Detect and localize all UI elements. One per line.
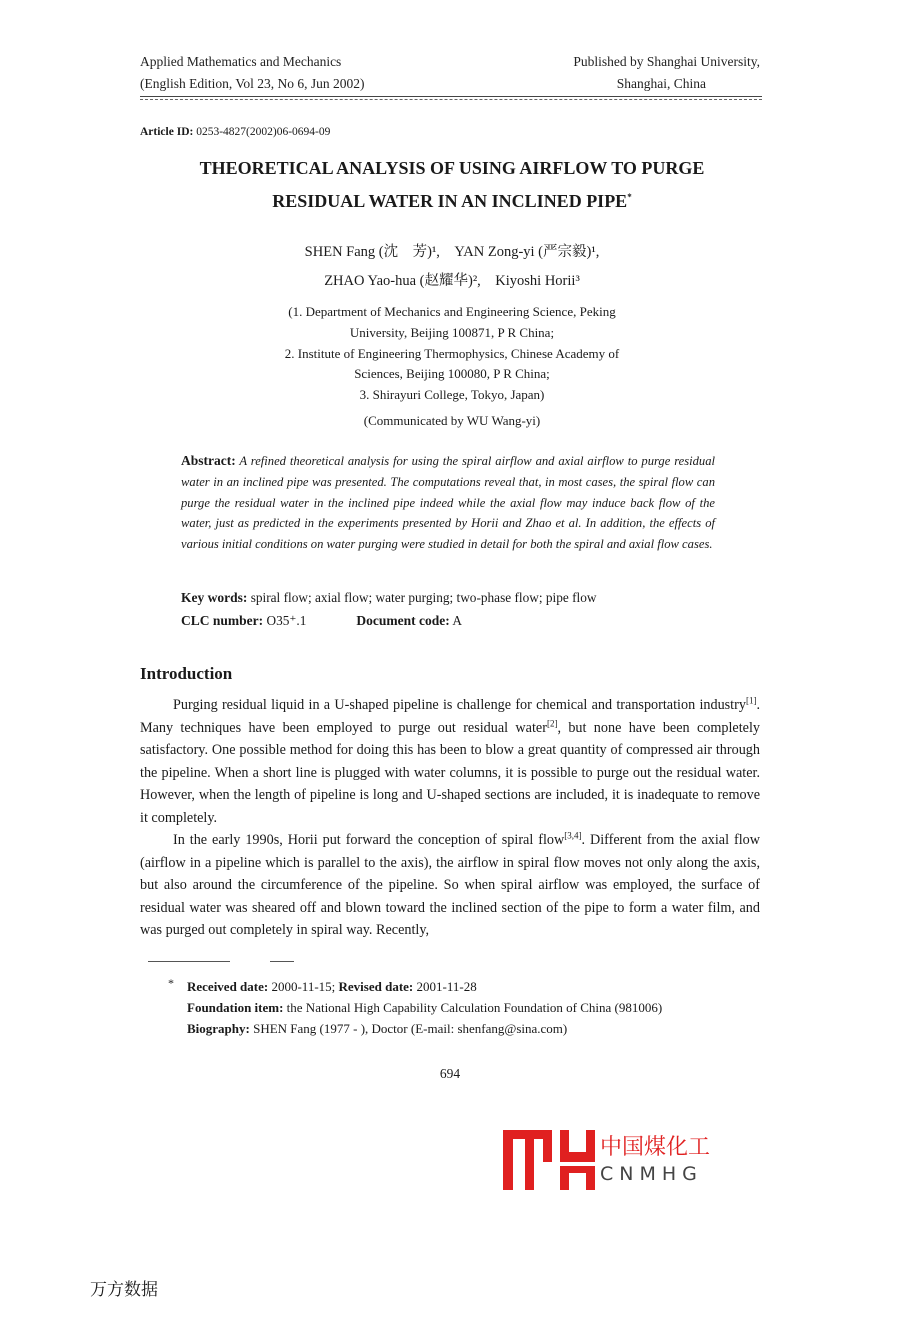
affiliation-line: University, Beijing 100871, P R China; xyxy=(349,324,555,340)
keywords-label: Key words: xyxy=(181,590,248,605)
logo-english-text: CNMHG xyxy=(600,1163,703,1185)
foundation-label: Foundation item: xyxy=(187,1000,284,1015)
doc-code: A xyxy=(452,613,462,628)
page-number: 694 xyxy=(439,1066,461,1081)
text: , but none have been completely satisfactory. One possible method for doing this has been to blow a great quantity of compressed air through the pipeline. When a short line is plugged with water columns, it is possible to purge out the residual water. However, when the length of pipeline is long and U-shaped sections are included, it is inadequate to remove it completely. xyxy=(140,719,760,826)
footnote-rule xyxy=(270,961,294,962)
affiliation-line: Sciences, Beijing 100080, P R China; xyxy=(354,366,550,382)
footnotes xyxy=(187,976,662,1039)
mh-logo-icon xyxy=(503,1130,595,1190)
journal-name: Applied Mathematics and Mechanics xyxy=(140,54,342,69)
foundation-item: the National High Capability Calculation Foundation of China (981006) xyxy=(286,1000,663,1015)
journal-header xyxy=(140,51,365,95)
publisher-header xyxy=(573,51,760,95)
received-label: Received date: xyxy=(187,979,269,994)
affiliation-line: (1. Department of Mechanics and Engineering Science, Peking xyxy=(288,304,616,319)
section-heading: Introduction xyxy=(140,664,233,683)
clc-label: CLC number: xyxy=(181,613,264,628)
text: Purging residual liquid in a U-shaped pipeline is challenge for chemical and transportation industry xyxy=(173,697,746,713)
logo-chinese-text: 中国煤化工 xyxy=(600,1135,711,1160)
communicated-by: (Communicated by WU Wang-yi) xyxy=(363,412,541,428)
received-date: 2000-11-15; xyxy=(271,979,336,994)
affiliation-line: 3. Shirayuri College, Tokyo, Japan) xyxy=(359,387,545,403)
text: In the early 1990s, Horii put forward the conception of spiral flow xyxy=(173,832,565,848)
revised-date: 2001-11-28 xyxy=(416,979,477,994)
paper-title xyxy=(140,152,764,218)
header-rule-2 xyxy=(140,99,762,100)
doc-code-label: Document code: xyxy=(356,613,450,628)
title-line-1: THEORETICAL ANALYSIS OF USING AIRFLOW TO PURGE xyxy=(199,158,705,178)
revised-label: Revised date: xyxy=(338,979,414,994)
clc-number: O35⁺.1 xyxy=(266,613,307,628)
text: . Different from the axial flow (airflow in a pipeline which is parallel to the axis), the airflow in spiral flow moves not only along the axis, but also around the circumference of the pipeline. So when spiral airflow was employed, the surface of residual water was sheared off and blown toward the inclined section of the pipe to form a water film, and was purged out completely in spiral way. Recently, xyxy=(140,832,760,938)
citation: [1] xyxy=(745,695,757,706)
text: . Many techniques have been employed to purge out residual water xyxy=(140,697,760,736)
biography-label: Biography: xyxy=(187,1021,250,1036)
paragraph xyxy=(140,694,760,829)
header-rule xyxy=(140,96,762,97)
keywords-block xyxy=(181,586,596,632)
title-footnote-mark: * xyxy=(627,192,632,202)
body-text xyxy=(140,694,760,942)
keywords: spiral flow; axial flow; water purging; two-phase flow; pipe flow xyxy=(250,590,597,605)
abstract xyxy=(181,451,715,555)
publisher: Published by Shanghai University, xyxy=(573,54,760,69)
journal-edition: (English Edition, Vol 23, No 6, Jun 2002) xyxy=(140,76,365,91)
cnmhg-logo xyxy=(503,1130,713,1192)
title-line-2: RESIDUAL WATER IN AN INCLINED PIPE xyxy=(272,191,628,211)
footnote-rule xyxy=(148,961,230,962)
publisher-place: Shanghai, China xyxy=(616,76,706,91)
affiliations xyxy=(140,302,764,432)
footnote-mark: * xyxy=(168,976,174,990)
abstract-label: Abstract: xyxy=(181,453,236,468)
article-id xyxy=(140,126,330,138)
authors xyxy=(140,238,764,296)
abstract-text: A refined theoretical analysis for using the spiral airflow and axial airflow to purge residual water in an inclined pipe was presented. The computations reveal that, in most cases, the spiral flow can purge the residual water in the inclined pipe indeed while the axial flow may induce back flow of the water, just as predicted in the experiments presented by Horii and Zhao et al. In addition, the effects of various initial conditions on water purging were studied in detail for both the spiral and axial flow cases. xyxy=(181,454,716,552)
article-id-label: Article ID: xyxy=(140,126,194,138)
authors-line-2: ZHAO Yao-hua (赵耀华)², Kiyoshi Horii³ xyxy=(324,273,580,289)
paragraph xyxy=(140,829,760,942)
biography: SHEN Fang (1977 - ), Doctor (E-mail: shenfang@sina.com) xyxy=(253,1021,568,1036)
citation: [2] xyxy=(546,717,558,728)
article-id-value: 0253-4827(2002)06-0694-09 xyxy=(196,126,331,138)
affiliation-line: 2. Institute of Engineering Thermophysics, Chinese Academy of xyxy=(284,345,620,361)
authors-line-1: SHEN Fang (沈 芳)¹, YAN Zong-yi (严宗毅)¹, xyxy=(304,244,600,260)
citation: [3,4] xyxy=(564,830,582,841)
watermark: 万方数据 xyxy=(90,1280,158,1300)
